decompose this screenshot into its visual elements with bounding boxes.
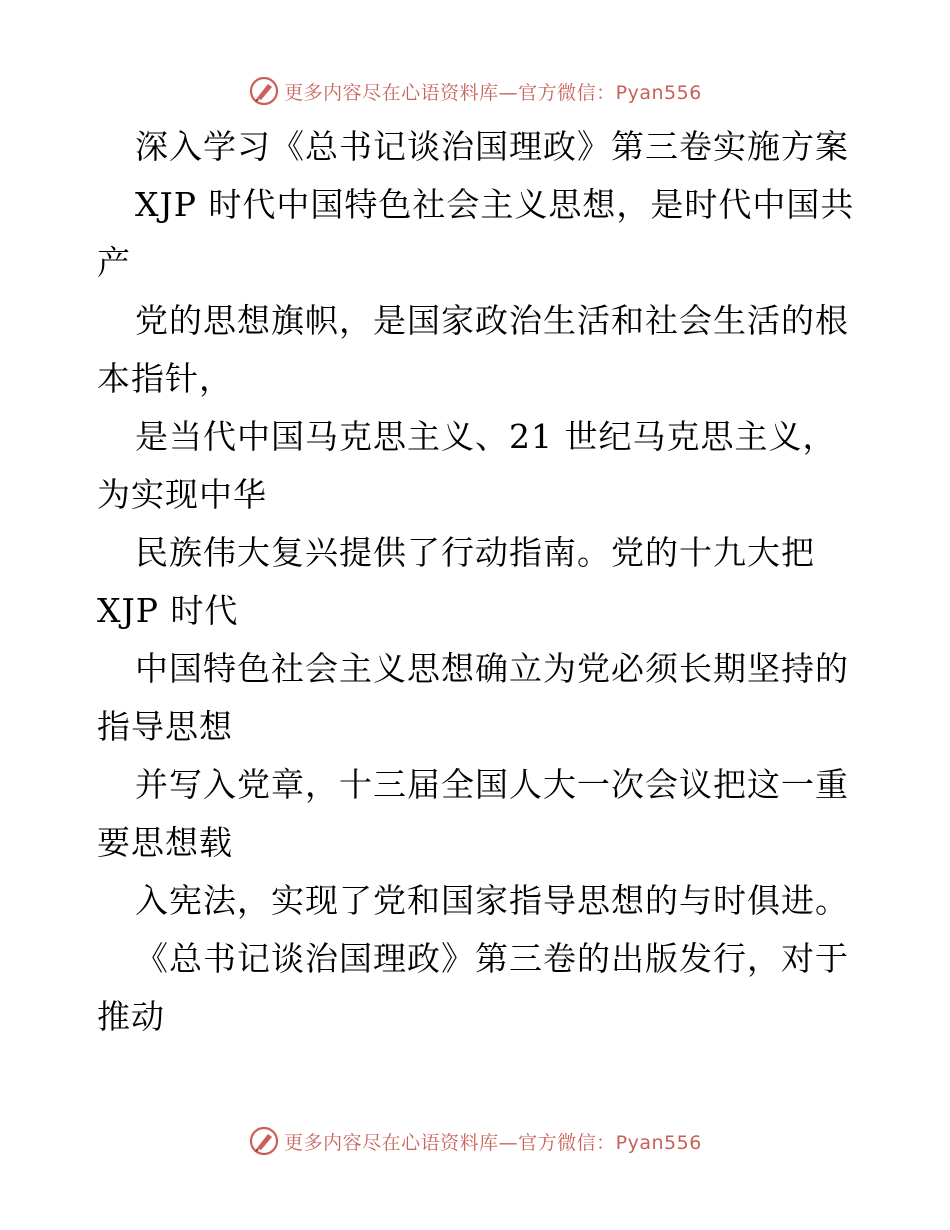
paragraph-line: 是当代中国马克思主义、21 世纪马克思主义， [135, 417, 837, 456]
paragraph-line: 《总书记谈治国理政》第三卷的出版发行，对于 [135, 939, 849, 978]
paragraph-line: 推动 [97, 997, 165, 1036]
footer-banner-text: 更多内容尽在心语资料库—官方微信：Pyan556 [284, 1131, 702, 1154]
document-body [97, 118, 857, 1046]
header-banner-text: 更多内容尽在心语资料库—官方微信：Pyan556 [284, 81, 702, 104]
paragraph-line: 为实现中华 [97, 475, 267, 514]
paragraph-line: 党的思想旗帜，是国家政治生活和社会生活的根 [135, 301, 849, 340]
paragraph-line: 本指针， [97, 359, 233, 398]
paragraph-line: XJP 时代中国特色社会主义思想，是时代中国共 [135, 185, 855, 224]
paragraph-line: 指导思想 [97, 707, 233, 746]
paragraph-line: XJP 时代 [97, 591, 239, 630]
pen-logo-icon [248, 75, 280, 107]
header-banner [0, 71, 950, 111]
paragraph-line: 要思想载 [97, 823, 233, 862]
paragraph-line: 入宪法，实现了党和国家指导思想的与时俱进。 [135, 881, 849, 920]
paragraph-line: 产 [97, 243, 131, 282]
document-title: 深入学习《总书记谈治国理政》第三卷实施方案 [135, 127, 849, 166]
paragraph-line: 民族伟大复兴提供了行动指南。党的十九大把 [135, 533, 815, 572]
pen-logo-icon [248, 1125, 280, 1157]
paragraph-line: 中国特色社会主义思想确立为党必须长期坚持的 [135, 649, 849, 688]
footer-banner [0, 1121, 950, 1161]
paragraph-line: 并写入党章，十三届全国人大一次会议把这一重 [135, 765, 849, 804]
